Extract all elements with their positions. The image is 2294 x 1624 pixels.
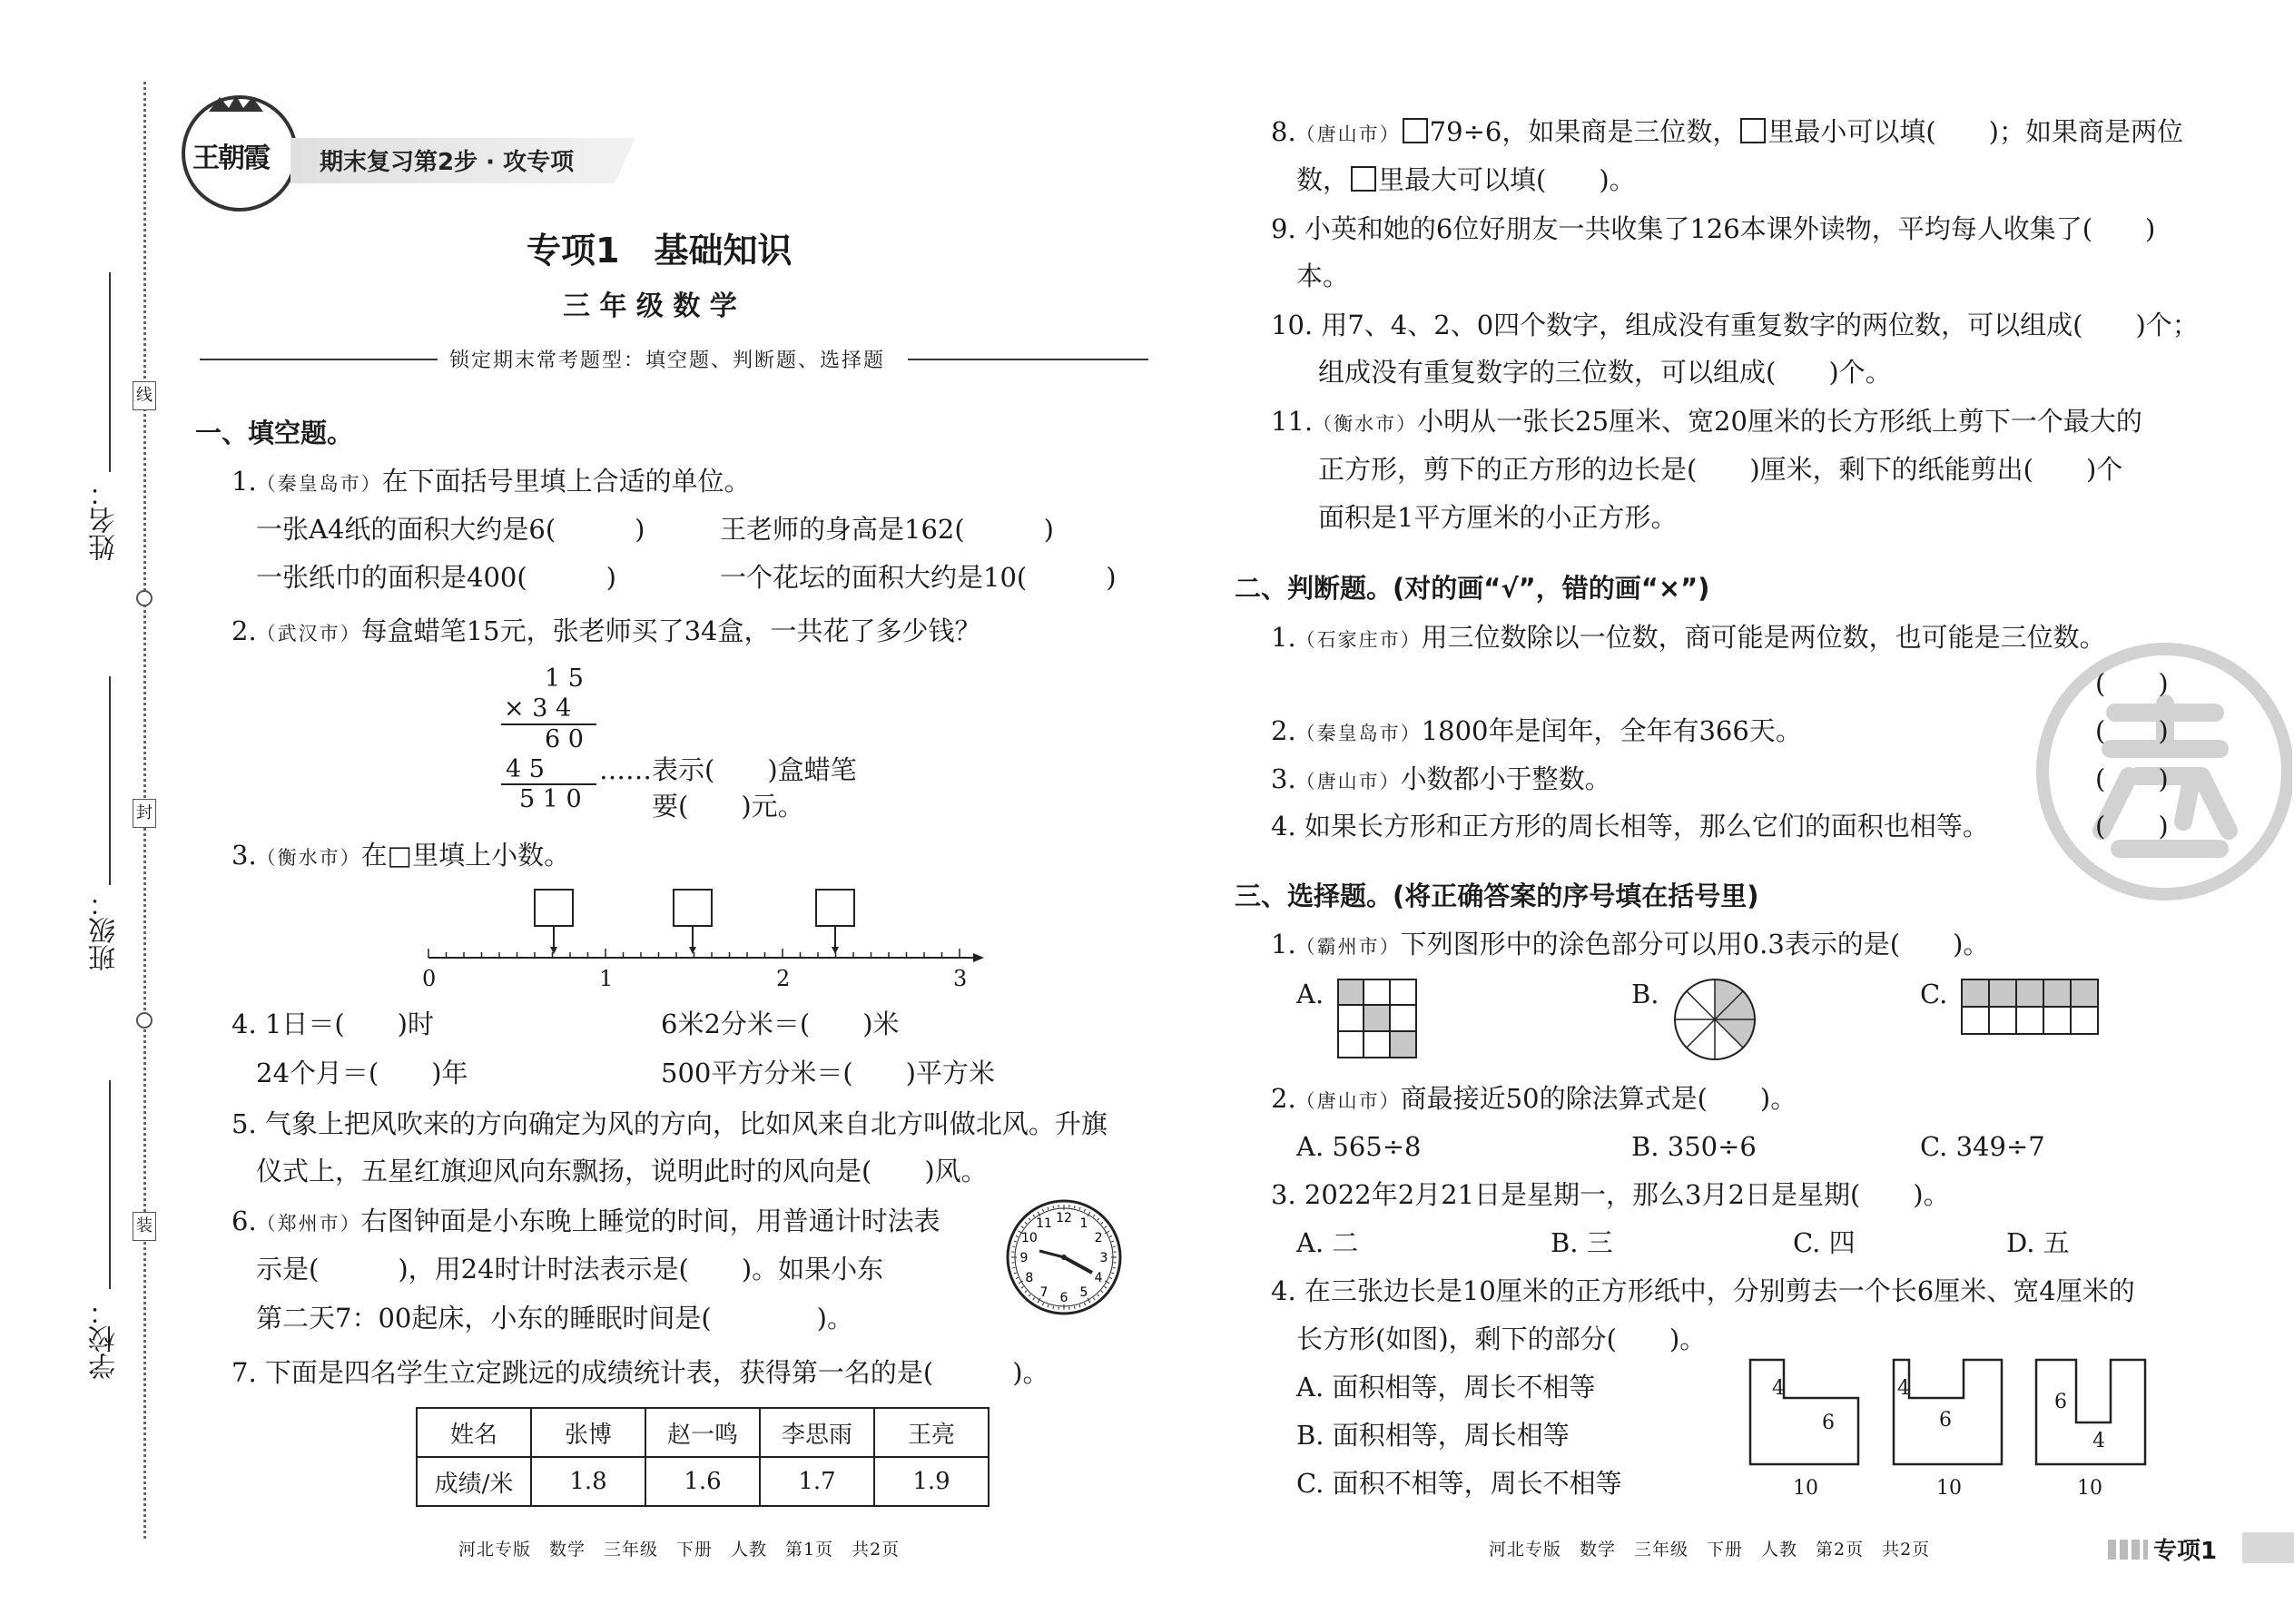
fill-q8-l1 — [1271, 113, 2183, 153]
judge-paren-2[interactable]: ( ) — [2095, 715, 2169, 746]
figure-strip-5x2 — [1961, 979, 2099, 1035]
fill-q1-d: 一个花坛的面积大约是10( ) — [720, 562, 1117, 593]
q-num: 2. — [231, 615, 257, 646]
blank-box[interactable] — [1740, 118, 1766, 143]
q-num: 1. — [1271, 622, 1296, 653]
q-text: 数， — [1296, 164, 1350, 195]
fill-q4-b: 6米2分米＝( )米 — [661, 1009, 900, 1039]
q-num: 2. — [1271, 715, 1296, 746]
fig2-label-10: 10 — [1936, 1477, 1962, 1500]
fig1-label-10: 10 — [1793, 1477, 1818, 1500]
table-cell: 1.7 — [760, 1457, 874, 1506]
subline-text: 锁定期末常考题型：填空题、判断题、选择题 — [449, 349, 886, 372]
fill-q4-d: 500平方分米＝( )平方米 — [661, 1058, 995, 1088]
choice-q4-l2: 长方形(如图)，剩下的部分( )。 — [1296, 1324, 1707, 1354]
blank-box[interactable] — [1351, 166, 1376, 192]
fill-q11-l1 — [1271, 403, 2142, 442]
choice-q2-b[interactable]: B. 350÷6 — [1631, 1131, 1757, 1162]
q-text: 里最大可以填( )。 — [1378, 164, 1636, 195]
judge-q1 — [1271, 619, 2106, 658]
fill-q11-l3: 面积是1平方厘米的小正方形。 — [1318, 502, 1678, 533]
choice-q2-c[interactable]: C. 349÷7 — [1920, 1131, 2045, 1162]
q-city: （唐山市） — [1295, 1090, 1401, 1112]
choice-q4-b[interactable]: B. 面积相等，周长相等 — [1296, 1420, 1570, 1451]
clock-numeral: 3 — [1099, 1251, 1108, 1265]
choice-q3: 3. 2022年2月21日是星期一，那么3月2日是星期( )。 — [1271, 1179, 1950, 1210]
tick-label-1: 1 — [599, 966, 614, 991]
fill-q2 — [231, 613, 980, 652]
subline-right-rule — [908, 359, 1148, 360]
q-text: 1800年是闰年，全年有366天。 — [1421, 715, 1802, 746]
fill-q1-c: 一张纸巾的面积是400( ) — [256, 562, 616, 593]
judge-q4: 4. 如果长方形和正方形的周长相等，那么它们的面积也相等。 — [1271, 811, 1989, 842]
school-label: 学校： — [89, 1298, 121, 1380]
clock-tick — [1012, 1267, 1015, 1268]
fill-q1 — [231, 463, 751, 502]
table-cell: 成绩/米 — [417, 1457, 531, 1506]
table-cell: 1.6 — [645, 1457, 760, 1506]
table-row — [417, 1408, 989, 1457]
choice-q1-c[interactable]: C. — [1920, 979, 1948, 1009]
choice-q1-a[interactable]: A. — [1296, 979, 1324, 1009]
fill-q1-b: 王老师的身高是162( ) — [720, 514, 1054, 545]
banner-text: 期末复习第2步 · 攻专项 — [320, 149, 575, 176]
clock-numeral: 5 — [1079, 1285, 1088, 1301]
binding-dot-1 — [136, 590, 153, 606]
choice-q1-b[interactable]: B. — [1631, 979, 1659, 1009]
q-city: （秦皇岛市） — [1295, 723, 1422, 744]
binding-char-xian: 线 — [133, 381, 156, 410]
q-city: （石家庄市） — [1295, 629, 1422, 651]
clock-tick — [1053, 1206, 1054, 1208]
footer-left: 河北专版 数学 三年级 下册 人教 第1页 共2页 — [458, 1540, 901, 1560]
fig3-label-10: 10 — [2077, 1477, 2102, 1500]
judge-paren-3[interactable]: ( ) — [2095, 763, 2169, 794]
q-text: 在下面括号里填上合适的单位。 — [381, 466, 751, 497]
fig1-label-4: 4 — [1772, 1377, 1785, 1400]
q-num: 2. — [1271, 1083, 1296, 1114]
name-label: 姓名： — [89, 479, 121, 561]
fig3-label-4: 4 — [2092, 1430, 2105, 1452]
calc-row-2: × 3 4 — [504, 694, 572, 723]
section-judge-heading: 二、判断题。(对的画“√”，错的画“×”) — [1235, 573, 1710, 604]
table-header: 姓名 — [417, 1408, 531, 1457]
q-text: 右图钟面是小东晚上睡觉的时间，用普通计时法表 — [360, 1206, 940, 1236]
fill-q9-l2: 本。 — [1296, 261, 1350, 291]
clock-numeral: 2 — [1094, 1231, 1103, 1245]
clock-tick — [1012, 1246, 1015, 1247]
answer-box-3[interactable] — [816, 890, 854, 926]
choice-q4-l1: 4. 在三张边长是10厘米的正方形纸中，分别剪去一个长6厘米、宽4厘米的 — [1271, 1275, 2135, 1306]
choice-q1 — [1271, 926, 1989, 965]
binding-char-zhuang: 装 — [133, 1212, 156, 1241]
calc-row-5: 5 1 0 — [519, 785, 582, 813]
q-city: （唐山市） — [1295, 771, 1401, 792]
binding-char-feng: 封 — [133, 799, 156, 828]
table-row — [417, 1457, 989, 1506]
clock-numeral: 9 — [1019, 1251, 1029, 1265]
answer-box-1[interactable] — [535, 890, 573, 926]
choice-q2-a[interactable]: A. 565÷8 — [1296, 1131, 1422, 1162]
answer-box-2[interactable] — [674, 890, 712, 926]
name-line — [109, 272, 111, 472]
clock-tick — [1074, 1206, 1075, 1208]
class-line — [109, 676, 111, 885]
figure-grid-3x3 — [1337, 979, 1419, 1060]
choice-q4-c[interactable]: C. 面积不相等，周长不相等 — [1296, 1468, 1622, 1499]
table-cell: 1.9 — [874, 1457, 989, 1506]
q-text: 每盒蜡笔15元，张老师买了34盒，一共花了多少钱？ — [360, 615, 981, 646]
clock-tick — [1074, 1306, 1075, 1309]
fig3-label-6: 6 — [2054, 1391, 2067, 1413]
clock-tick — [1113, 1246, 1116, 1247]
blank-box[interactable] — [1403, 118, 1428, 143]
fill-q4-c: 24个月＝( )年 — [256, 1058, 468, 1088]
fill-q6-l3: 第二天7：00起床，小东的睡眠时间是( )。 — [256, 1303, 853, 1334]
fill-q11-l2: 正方形，剪下的正方形的边长是( )厘米，剩下的纸能剪出( )个 — [1318, 454, 2123, 485]
tick-label-3: 3 — [953, 966, 968, 991]
fill-q8-l2 — [1296, 162, 1636, 198]
clock-tick — [1113, 1267, 1116, 1268]
school-line — [109, 1080, 111, 1289]
clock-numeral: 8 — [1025, 1271, 1034, 1285]
table-header: 赵一鸣 — [645, 1408, 760, 1457]
clock-numeral: 1 — [1079, 1216, 1088, 1231]
q-city: （武汉市） — [256, 623, 361, 645]
fig1-label-6: 6 — [1822, 1412, 1835, 1434]
q-text: 小数都小于整数。 — [1400, 763, 1611, 794]
footer-right: 河北专版 数学 三年级 下册 人教 第2页 共2页 — [1489, 1540, 1931, 1560]
choice-q4-a[interactable]: A. 面积相等，周长不相等 — [1296, 1372, 1596, 1403]
judge-q3 — [1271, 761, 1611, 800]
fill-q6-l1 — [231, 1203, 940, 1242]
fill-q6-l2: 示是( )，用24时计时法表示是( )。如果小东 — [256, 1254, 884, 1284]
brand-name: 王朝霞 — [192, 143, 269, 174]
judge-q2 — [1271, 713, 1802, 752]
q-num: 3. — [1271, 763, 1296, 794]
table-header: 张博 — [531, 1408, 645, 1457]
q-text: 里最小可以填( )；如果商是两位 — [1767, 116, 2183, 147]
choice-q3-c[interactable]: C. 四 — [1793, 1227, 1856, 1258]
q-num: 3. — [231, 840, 257, 871]
page-title: 专项1 基础知识 — [527, 231, 793, 271]
q-text: 下列图形中的涂色部分可以用0.3表示的是( )。 — [1400, 929, 1990, 960]
footer-tag-decor — [2108, 1540, 2148, 1560]
clock-tick — [1053, 1306, 1054, 1309]
calc-row-3: 6 0 — [545, 725, 584, 753]
judge-paren-1[interactable]: ( ) — [2095, 668, 2169, 699]
fig2-label-4: 4 — [1897, 1377, 1910, 1400]
calc-note-2: 要( )元。 — [652, 791, 804, 822]
calc-row-1: 1 5 — [545, 664, 584, 693]
q-text: 79÷6，如果商是三位数， — [1429, 116, 1739, 147]
clock-numeral: 7 — [1039, 1285, 1049, 1301]
q-text: 小明从一张长25厘米、宽20厘米的长方形纸上剪下一个最大的 — [1417, 406, 2142, 437]
page-subtitle: 三 年 级 数 学 — [563, 290, 737, 322]
q-text: 商最接近50的除法算式是( )。 — [1400, 1083, 1797, 1114]
number-line — [418, 885, 999, 989]
class-label: 班级： — [89, 890, 121, 971]
table-cell: 1.8 — [531, 1457, 645, 1506]
score-table — [416, 1407, 989, 1507]
table-header: 李思雨 — [760, 1408, 874, 1457]
subline-left-rule — [200, 359, 438, 360]
calc-note-1: ……表示( )盒蜡笔 — [599, 754, 857, 785]
clock-numeral: 10 — [1020, 1231, 1038, 1245]
choice-q3-d[interactable]: D. 五 — [2006, 1227, 2070, 1258]
q-num: 8. — [1271, 116, 1296, 147]
tick-label-2: 2 — [776, 966, 791, 991]
fill-q10-l1: 10. 用7、4、2、0四个数字，组成没有重复数字的两位数，可以组成( )个； — [1271, 310, 2199, 340]
footer-tag: 专项1 — [2153, 1538, 2218, 1565]
footer-tag-bar — [2242, 1532, 2294, 1563]
q-num: 11. — [1271, 406, 1314, 437]
fill-q9-l1: 9. 小英和她的6位好朋友一共收集了126本课外读物，平均每人收集了( ) — [1271, 213, 2156, 244]
clock-numeral: 6 — [1059, 1291, 1068, 1305]
figure-circle-8 — [1672, 977, 1757, 1062]
q-num: 6. — [231, 1206, 257, 1236]
fill-q1-a: 一张A4纸的面积大约是6( ) — [256, 514, 645, 545]
fill-q10-l2: 组成没有重复数字的三位数，可以组成( )个。 — [1318, 357, 1892, 388]
q-city: （霸州市） — [1295, 936, 1401, 958]
table-header: 王亮 — [874, 1408, 989, 1457]
brand-logo — [182, 95, 298, 212]
choice-q3-b[interactable]: B. 三 — [1551, 1227, 1613, 1258]
section-fill-heading: 一、填空题。 — [195, 418, 354, 448]
q-num: 1. — [231, 466, 257, 497]
q-city: （唐山市） — [1295, 123, 1401, 145]
fill-q4-a: 4. 1日＝( )时 — [231, 1009, 434, 1039]
q-city: （郑州市） — [256, 1213, 361, 1235]
q-text: 在□里填上小数。 — [360, 840, 571, 871]
clock-numeral: 12 — [1056, 1211, 1072, 1225]
fill-q5-l2: 仪式上，五星红旗迎风向东飘扬，说明此时的风向是( )风。 — [256, 1156, 988, 1186]
choice-q2 — [1271, 1080, 1797, 1119]
q-num: 1. — [1271, 929, 1296, 960]
fill-q5-l1: 5. 气象上把风吹来的方向确定为风的方向，比如风来自北方叫做北风。升旗 — [231, 1108, 1108, 1139]
choice-q3-a[interactable]: A. 二 — [1296, 1227, 1359, 1258]
q-text: 用三位数除以一位数，商可能是两位数，也可能是三位数。 — [1421, 622, 2106, 653]
section-choice-heading: 三、选择题。(将正确答案的序号填在括号里) — [1235, 881, 1759, 911]
tick-label-0: 0 — [422, 966, 437, 991]
q-city: （衡水市） — [256, 847, 361, 869]
clock-numeral: 11 — [1036, 1216, 1052, 1231]
binding-dot-2 — [136, 1012, 153, 1029]
judge-paren-4[interactable]: ( ) — [2095, 811, 2169, 842]
clock-numeral: 4 — [1094, 1271, 1103, 1285]
calc-row-4: 4 5 — [506, 755, 545, 783]
q-city: （衡水市） — [1313, 413, 1418, 435]
fill-q3 — [231, 837, 570, 876]
q-city: （秦皇岛市） — [256, 473, 382, 495]
fig2-label-6: 6 — [1939, 1409, 1952, 1432]
fill-q7: 7. 下面是四名学生立定跳远的成绩统计表，获得第一名的是( )。 — [231, 1357, 1049, 1388]
clock-icon — [1003, 1196, 1126, 1319]
